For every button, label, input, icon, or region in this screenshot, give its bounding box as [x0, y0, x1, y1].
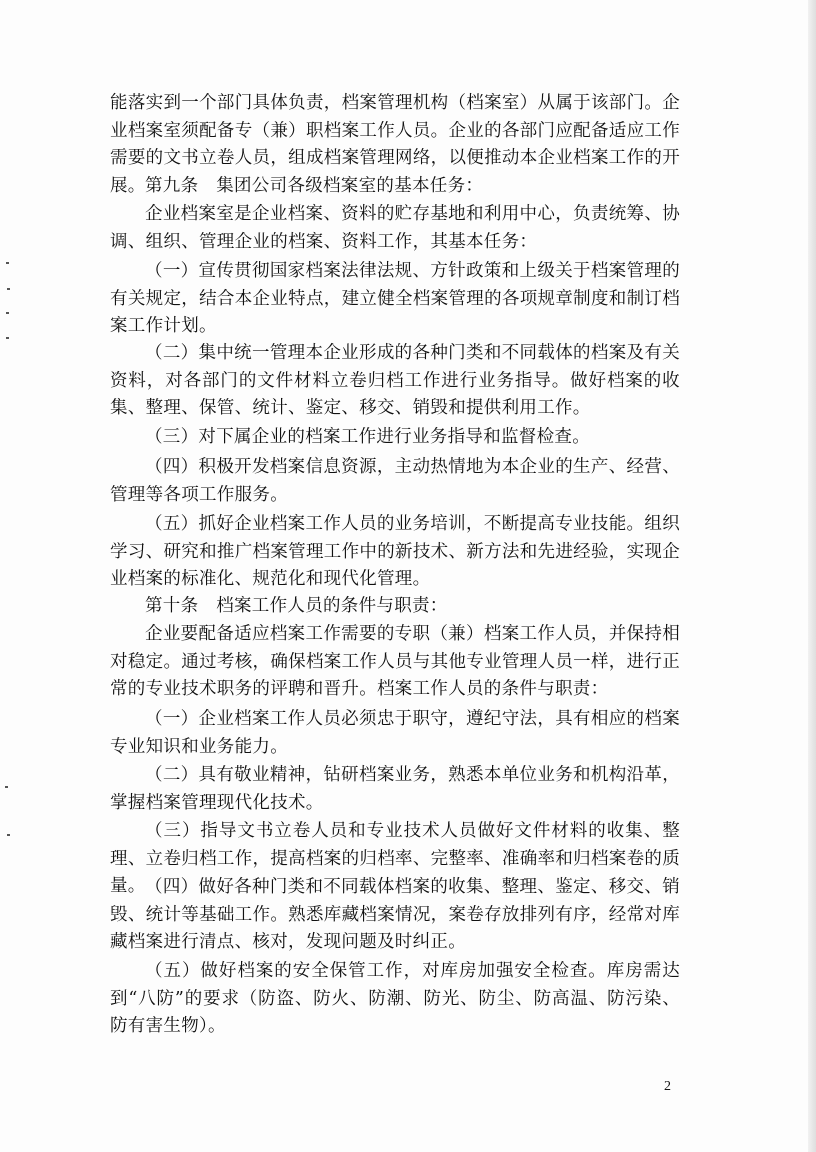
paragraph-continuation: 能落实到一个部门具体负责，档案管理机构（档案室）从属于该部门。企业档案室须配备专（兼）职档案工作人员。企业的各部门应配备适应工作需要的文书立卷人员，组成档案管理网络，以便推动本企业档案工作的开展。 [110, 93, 680, 196]
article-9-item-5: （五）抓好企业档案工作人员的业务培训，不断提高专业技能。组织学习、研究和推广档案管理工作中的新技术、新方法和先进经验，实现企业档案的标准化、规范化和现代化管理。 [110, 514, 680, 589]
article-10-item-3: （三）指导文书立卷人员和专业技术人员做好文件材料的收集、整理、立卷归档工作，提高档案的归档率、完整率、准确率和归档案卷的质量。 [110, 821, 680, 896]
article-10-item-2: （二）具有敬业精神，钻研档案业务，熟悉本单位业务和机构沿革，掌握档案管理现代化技术。 [110, 765, 680, 813]
scan-mark [5, 786, 8, 788]
article-10-intro: 企业要配备适应档案工作需要的专职（兼）档案工作人员，并保持相对稳定。通过考核，确保档案工作人员与其他专业管理人员一样，进行正常的专业技术职务的评聘和晋升。档案工作人员的条件与职责： [110, 624, 680, 699]
article-10-heading: 第十条 档案工作人员的条件与职责： [145, 596, 448, 616]
scan-mark [6, 262, 9, 264]
article-9-item-3: （三）对下属企业的档案工作进行业务指导和监督检查。 [145, 427, 590, 447]
article-9-intro: 企业档案室是企业档案、资料的贮存基地和利用中心，负责统筹、协调、组织、管理企业的档案、资料工作，其基本任务： [110, 204, 680, 252]
page-right-edge [808, 0, 816, 1152]
article-9-item-2: （二）集中统一管理本企业形成的各种门类和不同载体的档案及有关资料，对各部门的文件材料立卷归档工作进行业务指导。做好档案的收集、整理、保管、统计、鉴定、移交、销毁和提供利用工作。 [110, 343, 680, 418]
article-9-item-1: （一）宣传贯彻国家档案法律法规、方针政策和上级关于档案管理的有关规定，结合本企业特点，建立健全档案管理的各项规章制度和制订档案工作计划。 [110, 261, 680, 336]
scan-mark [7, 834, 10, 836]
article-10-item-5: （五）做好档案的安全保管工作，对库房加强安全检查。库房需达到“八防”的要求（防盗、防火、防潮、防光、防尘、防高温、防污染、防有害生物）。 [110, 961, 680, 1036]
article-10-item-1: （一）企业档案工作人员必须忠于职守，遵纪守法，具有相应的档案专业知识和业务能力。 [110, 709, 680, 757]
article-10-item-4: （四）做好各种门类和不同载体档案的收集、整理、鉴定、移交、销毁、统计等基础工作。熟悉库藏档案情况，案卷存放排列有序，经常对库藏档案进行清点、核对，发现问题及时纠正。 [110, 877, 680, 952]
article-9-item-4: （四）积极开发档案信息资源，主动热情地为本企业的生产、经营、管理等各项工作服务。 [110, 457, 680, 505]
scan-mark [7, 288, 10, 290]
page-number: 2 [664, 1079, 671, 1094]
scan-mark [6, 312, 9, 314]
scan-mark [6, 337, 9, 339]
article-9-heading: 第九条 集团公司各级档案室的基本任务： [145, 176, 484, 196]
